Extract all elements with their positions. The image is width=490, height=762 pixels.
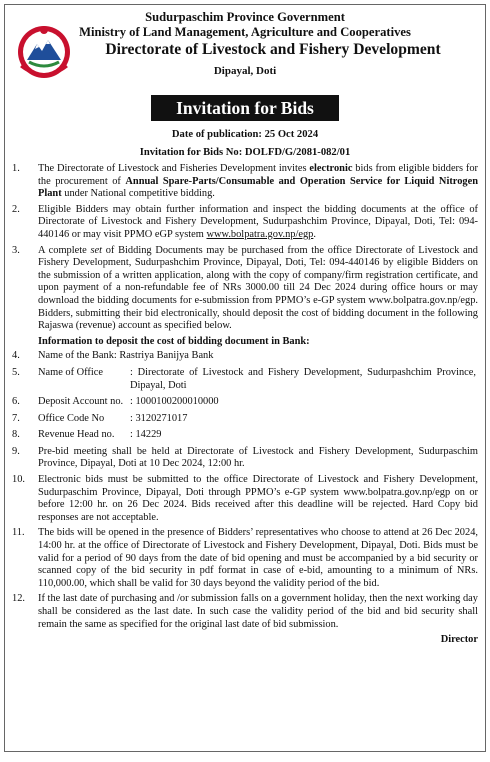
- bank-name: Name of the Bank: Rastriya Banijya Bank: [38, 350, 214, 362]
- field-label: Revenue Head no.: [38, 429, 115, 441]
- directorate-name: Directorate of Livestock and Fishery Development: [105, 41, 441, 58]
- item-text: under National competitive bidding.: [61, 188, 215, 200]
- ifb-number: Invitation for Bids No: DOLFD/G/2081-082/01: [139, 147, 351, 158]
- item-number: 8.: [12, 429, 20, 441]
- header: [12, 10, 478, 92]
- list-item: [12, 429, 478, 442]
- list-item: [12, 163, 478, 201]
- item-number: 5.: [12, 366, 20, 378]
- item-text: Pre-bid meeting shall be held at Directorate of Livestock and Fishery Development, Sudurpaschim Province, Dipayal, Doti at 10 Dec 2024, 12:00 hr.: [38, 445, 478, 470]
- item-emphasis: electronic: [309, 163, 353, 174]
- ministry-name: Ministry of Land Management, Agriculture and Cooperatives: [79, 25, 411, 39]
- publication-date: Date of publication: 25 Oct 2024: [171, 129, 319, 140]
- item-text: If the last date of purchasing and /or submission falls on a government holiday, then the next working day shall be considered as the last date. In such case the validity period of the bid and bid security shall remain the same as specified for the original last date of bid submission.: [38, 593, 478, 630]
- item-number: 6.: [12, 396, 20, 408]
- province-name: Sudurpaschim Province Government: [145, 10, 345, 24]
- notice-page: [4, 4, 486, 752]
- list-item: [12, 204, 478, 242]
- list-item: [12, 474, 478, 524]
- nepal-government-emblem-icon: [15, 22, 73, 80]
- item-number: 2.: [12, 203, 20, 215]
- field-value: : Directorate of Livestock and Fishery Development, Sudurpashchim Province, Dipayal, Doti: [130, 366, 476, 391]
- list-item: [12, 446, 478, 471]
- list-item: [12, 593, 478, 631]
- notice-title-banner: Invitation for Bids: [151, 95, 339, 121]
- item-text: Electronic bids must be submitted to the office Directorate of Livestock and Fishery Development, Sudurpaschim Province, Dipayal, Doti through PPMO’s e-GP system www.bolpatra.gov.np/egp on or before 12:00 hr. on 26 Dec 2024. Bids received after this deadline will be rejected. Hard Copy bid responses are not acceptable.: [38, 474, 478, 523]
- list-item: [12, 396, 478, 409]
- signature: Director: [440, 634, 478, 646]
- item-number: 1.: [12, 163, 20, 174]
- deposit-heading: Information to deposit the cost of bidding document in Bank:: [38, 335, 310, 347]
- list-item: [12, 527, 478, 590]
- item-text: A complete: [38, 244, 91, 256]
- item-text: .: [313, 228, 316, 240]
- item-text: bids from eligible bidders for the procurement of: [38, 163, 479, 187]
- item-number: 4.: [12, 350, 20, 362]
- item-number: 3.: [12, 244, 20, 256]
- procurement-title: Annual Spare-Parts/Consumable and Operation Service for Liquid Nitrogen Plant: [38, 175, 478, 200]
- item-text: The bids will be opened in the presence of Bidders’ representatives who choose to attend at 26 Dec 2024, 14:00 hr. at the office of Directorate of Livestock and Fishery Development, Dipayal, Doti. Bids must be valid for a period of 90 days from the date of bid opening and must be accompanied by a bid security or scanned copy of the bid security in pdf format in case of e-bid, amounting to a minimum of NRs. 110,000.00, which shall be valid for 30 days beyond the validity period of the bid.: [38, 527, 478, 589]
- item-emphasis: set: [90, 244, 103, 256]
- item-number: 10.: [12, 474, 25, 486]
- field-value: : 1000100200010000: [130, 396, 219, 408]
- item-text: of Bidding Documents may be purchased from the office Directorate of Livestock and Fishery Development, Sudurpashchim Province, Dipayal, Doti, Tel: 094-440146 by eligible Bidders on the submission of a written application, along with the copy of company/firm registration certificate, and upon payment of a non-refundable fee of NRs 3000.00 till 24 Dec 2024 during office hours or may download the bidding documents for e-submission from PPMO’s e-GP system www.bolpatra.gov.np/egp. Bidders, submitting their bid electronically, should deposit the cost of bidding document in the following Rajaswa (revenue) account as specified below.: [38, 244, 478, 332]
- list-item: [12, 367, 478, 392]
- field-value: : 3120271017: [130, 412, 188, 424]
- item-number: 11.: [12, 527, 25, 539]
- notice-items: [12, 163, 478, 631]
- item-number: 12.: [12, 593, 25, 605]
- egp-link[interactable]: www.bolpatra.gov.np/egp: [206, 228, 314, 240]
- field-label: Office Code No: [38, 412, 105, 424]
- list-item: [12, 245, 478, 333]
- item-number: 7.: [12, 412, 20, 424]
- item-number: 9.: [12, 445, 20, 457]
- office-location: Dipayal, Doti: [213, 65, 277, 77]
- item-text: The Directorate of Livestock and Fisheries Development invites: [38, 163, 310, 174]
- field-label: Name of Office: [38, 366, 104, 378]
- item-text: Eligible Bidders may obtain further information and inspect the bidding documents at the office of Directorate of Livestock and Fishery Development, Sudurpashchim Province, Dipayal, Doti, Tel: 094-440146 or may visit PPMO eGP system: [38, 203, 478, 240]
- field-value: : 14229: [130, 429, 162, 441]
- list-item: [12, 350, 478, 363]
- list-item: [12, 413, 478, 426]
- field-label: Deposit Account no.: [38, 396, 124, 408]
